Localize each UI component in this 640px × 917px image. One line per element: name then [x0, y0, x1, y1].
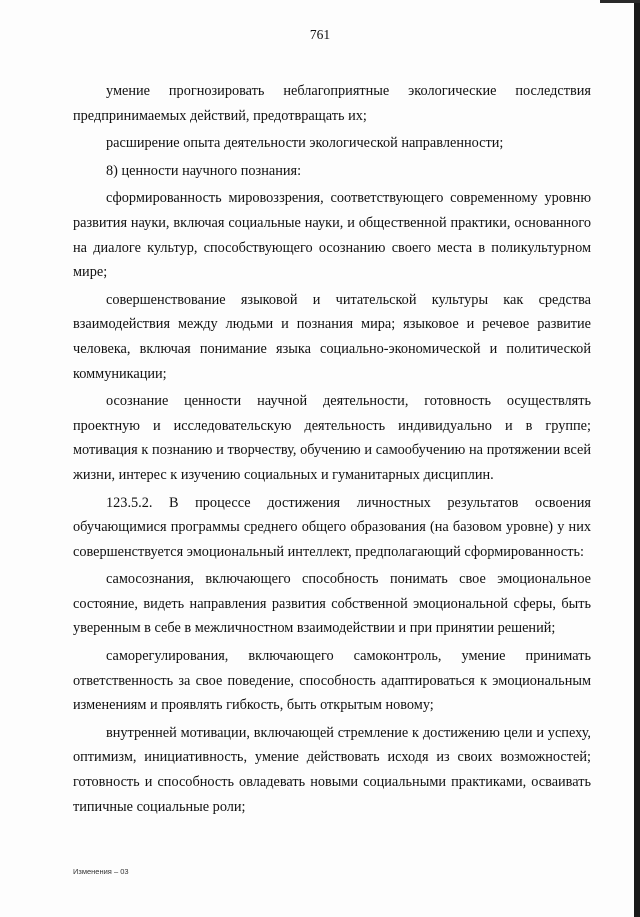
paragraph: саморегулирования, включающего самоконтроль, умение принимать ответственность за свое поведение, способность адаптироваться к эмоциональным изменениям и проявлять гибкость, быть открытым новому; — [73, 648, 591, 714]
paragraph: осознание ценности научной деятельности, готовность осуществлять проектную и исследовательскую деятельность индивидуально и в группе; мотивация к познанию и творчеству, обучению и самообучению на протяжении всей жизни, интерес к изучению социальных и гуманитарных дисциплин. — [73, 393, 591, 483]
paragraph: сформированность мировоззрения, соответствующего современному уровню развития науки, включая социальные науки, и общественной практики, основанного на диалоге культур, способствующего осознанию своего места в поликультурном мире; — [73, 190, 591, 281]
paragraph: внутренней мотивации, включающей стремление к достижению цели и успеху, оптимизм, инициативность, умение действовать исходя из своих возможностей; готовность и способность овладевать новыми социальными практиками, осваивать типичные социальные роли; — [73, 724, 591, 815]
scan-border-top — [600, 0, 640, 3]
paragraph: самосознания, включающего способность понимать свое эмоциональное состояние, видеть направления развития собственной эмоциональной сферы, быть уверенным в себе в межличностном взаимодействии и при принятии решений; — [73, 571, 591, 637]
paragraph: расширение опыта деятельности экологической направленности; — [106, 135, 504, 152]
page-number: 761 — [309, 27, 331, 42]
paragraph: умение прогнозировать неблагоприятные экологические последствия предпринимаемых действий, предотвращать их; — [73, 83, 591, 124]
document-body — [73, 79, 591, 819]
scan-border — [634, 0, 640, 917]
revision-note: Изменения – 03 — [73, 867, 129, 876]
paragraph: 123.5.2. В процессе достижения личностных результатов освоения обучающимися программы среднего общего образования (на базовом уровне) у них совершенствуется эмоциональный интеллект, предполагающий сформированность: — [73, 494, 591, 560]
paragraph: 8) ценности научного познания: — [106, 162, 302, 179]
paragraph: совершенствование языковой и читательской культуры как средства взаимодействия между людьми и познания мира; языковое и речевое развитие человека, включая понимание языка социально-экономической и политической коммуникации; — [73, 291, 591, 382]
